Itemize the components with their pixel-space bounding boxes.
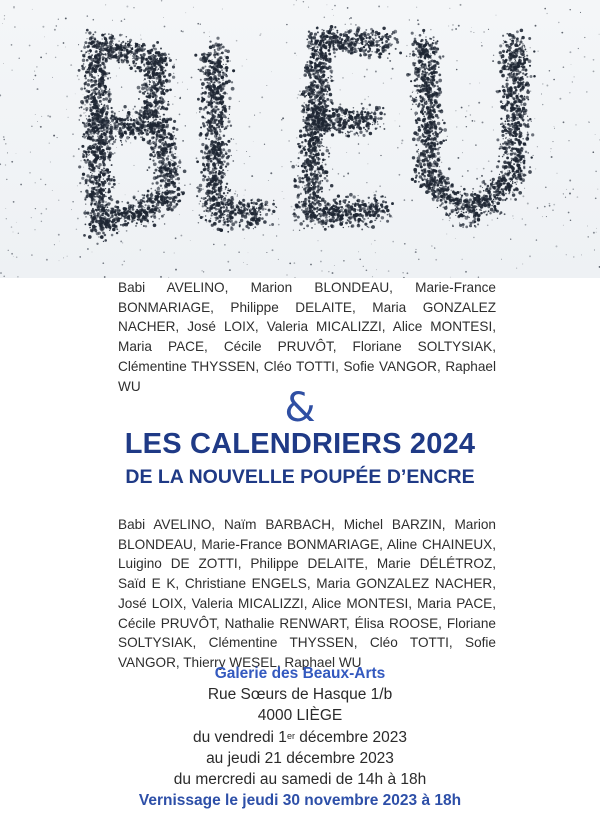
vernissage: Vernissage le jeudi 30 novembre 2023 à 18h [138,792,462,810]
artist-list-calendars: Babi AVELINO, Naïm BARBACH, Michel BARZIN, Marion BLONDEAU, Marie-France BONMARIAGE, Aline CHAINEUX, Luigino DE ZOTTI, Philippe DELAITE, Marie DÉLÉTROZ, Saïd E K, Christiane ENGELS, Maria GONZALEZ NACHER, José LOIX, Valeria MICALIZZI, Alice MONTESI, Maria PACE, Cécile PRUVÔT, Nathalie RENWART, Élisa ROOSE, Floriane SOLTYSIAK, Clémentine THYSSEN, Cléo TOTTI, Sofie VANGOR, Thierry WESEL, Raphael WU [118,517,496,670]
ampersand: & [284,385,316,431]
subtitle-poupee-encre: DE LA NOUVELLE POUPÉE D’ENCRE [125,466,475,488]
opening-hours: du mercredi au samedi de 14h à 18h [173,771,427,789]
bleu-ink-splatter-artwork [0,0,600,278]
gallery-name: Galerie des Beaux-Arts [214,665,386,682]
exhibition-info [0,663,600,811]
hero-image [0,0,600,278]
date-from: du vendredi 1er décembre 2023 [193,728,407,746]
date-to: au jeudi 21 décembre 2023 [206,749,394,767]
city: 4000 LIÈGE [257,707,343,725]
artist-list-exhibition: Babi AVELINO, Marion BLONDEAU, Marie-France BONMARIAGE, Philippe DELAITE, Maria GONZALEZ NACHER, José LOIX, Valeria MICALIZZI, Alice MONTESI, Maria PACE, Cécile PRUVÔT, Floriane SOLTYSIAK, Clémentine THYSSEN, Cléo TOTTI, Sofie VANGOR, Raphael WU [118,280,496,394]
street-address: Rue Sœurs de Hasque 1/b [207,686,393,704]
title-calendriers: LES CALENDRIERS 2024 [124,428,476,460]
